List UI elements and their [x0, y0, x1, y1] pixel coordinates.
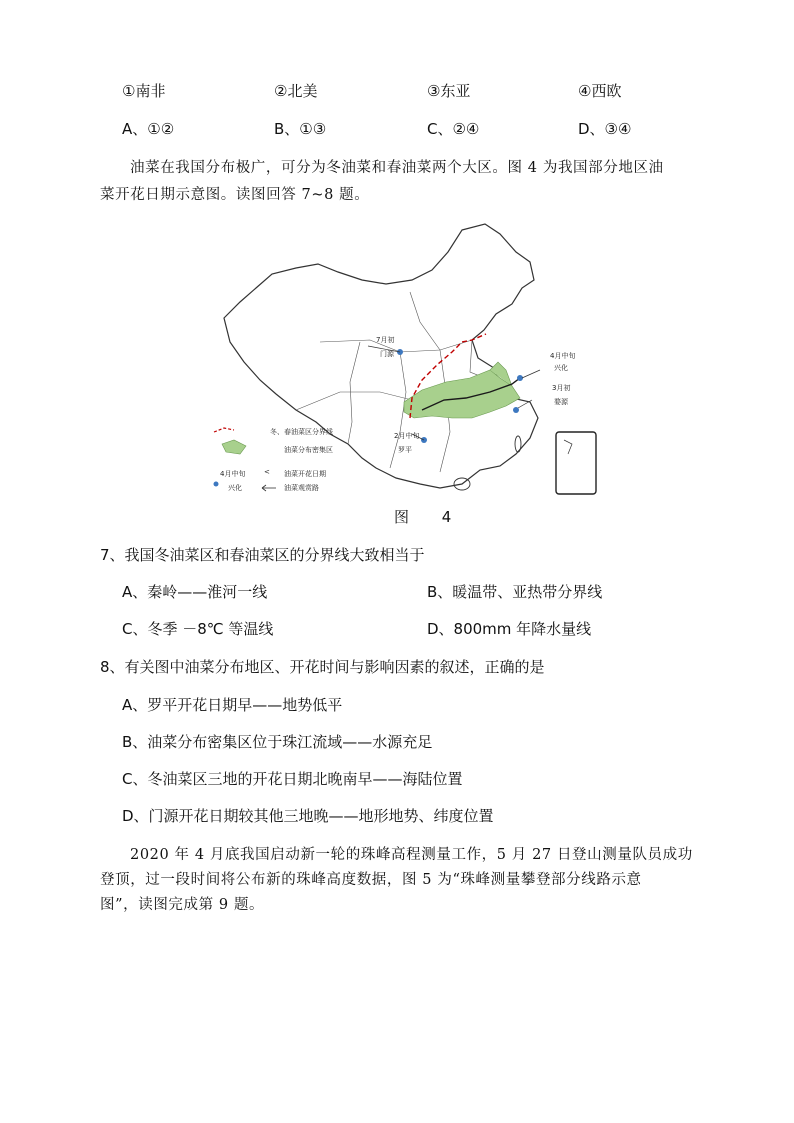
q7-option-c: C、冬季 －8℃ 等温线 — [122, 620, 274, 638]
option-item-4: ④西欧 — [578, 82, 622, 100]
q7-option-d: D、800mm 年降水量线 — [427, 620, 592, 638]
label-wuyuan-date: 3月初 — [552, 384, 571, 392]
label-luoping-name: 罗平 — [398, 446, 412, 454]
q8-option-c: C、冬油菜区三地的开花日期北晚南早——海陆位置 — [122, 770, 463, 788]
q7-stem: 7、我国冬油菜区和春油菜区的分界线大致相当于 — [100, 546, 425, 564]
option-item-1: ①南非 — [122, 82, 166, 100]
figure-4-map — [200, 222, 600, 502]
legend-route: 油菜观赏路 — [284, 484, 319, 492]
legend-dense: 油菜分布密集区 — [284, 446, 333, 454]
label-menyuan-name: 门源 — [380, 350, 394, 358]
option-item-2: ②北美 — [274, 82, 318, 100]
q8-option-b: B、油菜分布密集区位于珠江流域——水源充足 — [122, 733, 433, 751]
q8-stem: 8、有关图中油菜分布地区、开花时间与影响因素的叙述，正确的是 — [100, 658, 545, 676]
legend-sample-date: 4月中旬 — [220, 470, 246, 478]
q7-option-b: B、暖温带、亚热带分界线 — [427, 583, 603, 601]
legend-sample-name: 兴化 — [228, 484, 242, 492]
china-map-svg — [200, 222, 600, 502]
choice-b: B、①③ — [274, 120, 327, 138]
q8-option-a: A、罗平开花日期早——地势低平 — [122, 696, 343, 714]
legend-flower: 油菜开花日期 — [284, 470, 326, 478]
figure-caption: 图 4 — [394, 508, 466, 526]
choice-a: A、①② — [122, 120, 175, 138]
q7-option-a: A、秦岭——淮河一线 — [122, 583, 268, 601]
option-item-3: ③东亚 — [427, 82, 471, 100]
intro-7-8-line2: 菜开花日期示意图。读图回答 7~8 题。 — [100, 187, 370, 203]
legend-boundary: 冬、春油菜区分界线 — [270, 428, 333, 436]
intro-9-line1: 2020 年 4 月底我国启动新一轮的珠峰高程测量工作，5 月 27 日登山测量队员成功 — [130, 847, 693, 863]
q8-option-d: D、门源开花日期较其他三地晚——地形地势、纬度位置 — [122, 807, 494, 825]
label-xinghua-name: 兴化 — [554, 364, 568, 372]
label-xinghua-date: 4月中旬 — [550, 352, 576, 360]
intro-9-line2: 登顶，过一段时间将公布新的珠峰高度数据，图 5 为“珠峰测量攀登部分线路示意 — [100, 872, 642, 888]
label-luoping-date: 2月中旬 — [394, 432, 420, 440]
choice-c: C、②④ — [427, 120, 480, 138]
legend-lt-symbol: < — [264, 468, 270, 476]
choice-d: D、③④ — [578, 120, 632, 138]
legend-dense-swatch — [222, 440, 246, 454]
intro-7-8-line1: 油菜在我国分布极广，可分为冬油菜和春油菜两个大区。图 4 为我国部分地区油 — [130, 160, 664, 176]
label-menyuan-date: 7月初 — [376, 336, 395, 344]
label-wuyuan-name: 婺源 — [554, 398, 568, 406]
intro-9-line3: 图”，读图完成第 9 题。 — [100, 897, 265, 913]
